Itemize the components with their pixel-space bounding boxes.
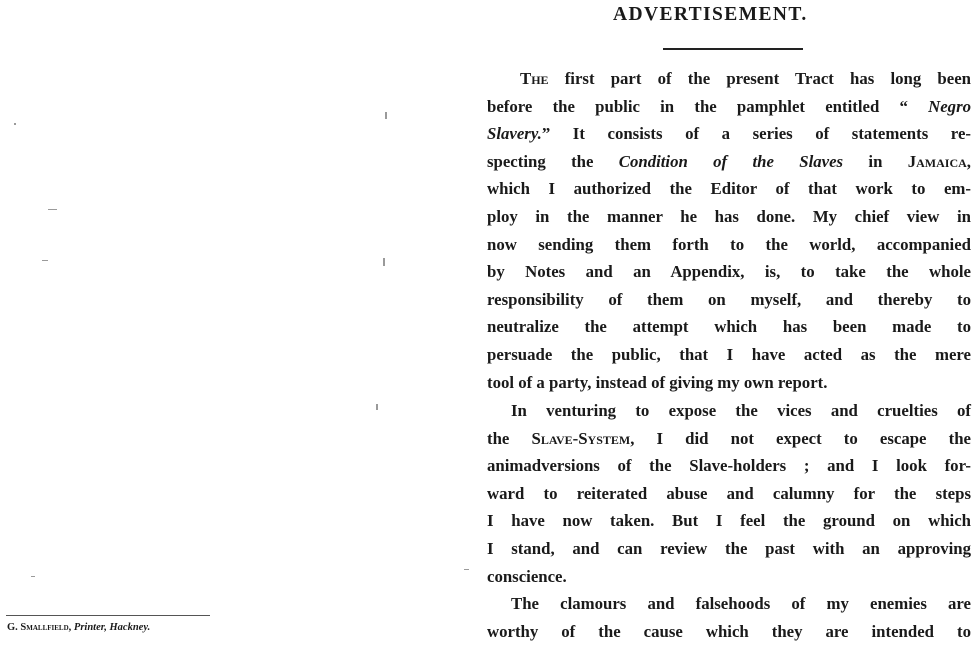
- scan-speck: [31, 576, 35, 577]
- text-line: conscience.: [487, 566, 567, 586]
- text-line: Slavery.” It consists of a series of statements re-: [487, 124, 971, 144]
- text-line: I have now taken. But I feel the ground on which: [487, 511, 971, 531]
- title-rule: [663, 48, 803, 50]
- text-line: responsibility of them on myself, and thereby to: [487, 289, 971, 309]
- text-line: ploy in the manner he has done. My chief view in: [487, 206, 971, 226]
- text-line: which I authorized the Editor of that work to em-: [487, 179, 971, 199]
- left-page: [0, 0, 470, 648]
- scan-speck: [385, 112, 387, 119]
- scan-speck: [376, 404, 378, 410]
- text-line: The first part of the present Tract has long been: [520, 69, 971, 88]
- text-line: worthy of the cause which they are intended to: [487, 621, 971, 641]
- imprint-rule: [6, 615, 210, 616]
- text-line: now sending them forth to the world, accompanied: [487, 234, 971, 254]
- text-line: specting the Condition of the Slaves in Jamaica,: [487, 151, 971, 171]
- printer-place: Hackney.: [109, 622, 151, 633]
- paragraph-3: [487, 590, 971, 645]
- printer-name: G. Smallfield,: [7, 622, 72, 633]
- scan-speck: [14, 123, 16, 125]
- text-line: the Slave-System, I did not expect to escape the: [487, 428, 971, 448]
- scan-speck: [383, 258, 385, 266]
- text-line: I stand, and can review the past with an approving: [487, 538, 971, 558]
- scan-speck: [48, 209, 57, 210]
- printer-role: Printer,: [73, 622, 107, 633]
- text-line: before the public in the pamphlet entitled “ Negro: [487, 96, 971, 116]
- text-line: tool of a party, instead of giving my own report.: [487, 372, 828, 392]
- text-line: ward to reiterated abuse and calumny for the steps: [487, 483, 971, 503]
- text-line: by Notes and an Appendix, is, to take the whole: [487, 262, 971, 282]
- printer-imprint: [7, 622, 150, 633]
- text-line: persuade the public, that I have acted as the mere: [487, 344, 971, 364]
- scan-speck: [42, 260, 48, 261]
- scan-speck: [464, 569, 469, 570]
- paragraph-2: [487, 397, 971, 590]
- text-line: neutralize the attempt which has been made to: [487, 317, 971, 337]
- text-line: The clamours and falsehoods of my enemies are: [511, 594, 971, 613]
- text-line: animadversions of the Slave-holders ; and I look for-: [487, 456, 971, 476]
- page-title: ADVERTISEMENT.: [613, 4, 808, 25]
- text-line: In venturing to expose the vices and cruelties of: [511, 401, 971, 420]
- right-page: [470, 0, 980, 648]
- paragraph-1: [487, 65, 971, 396]
